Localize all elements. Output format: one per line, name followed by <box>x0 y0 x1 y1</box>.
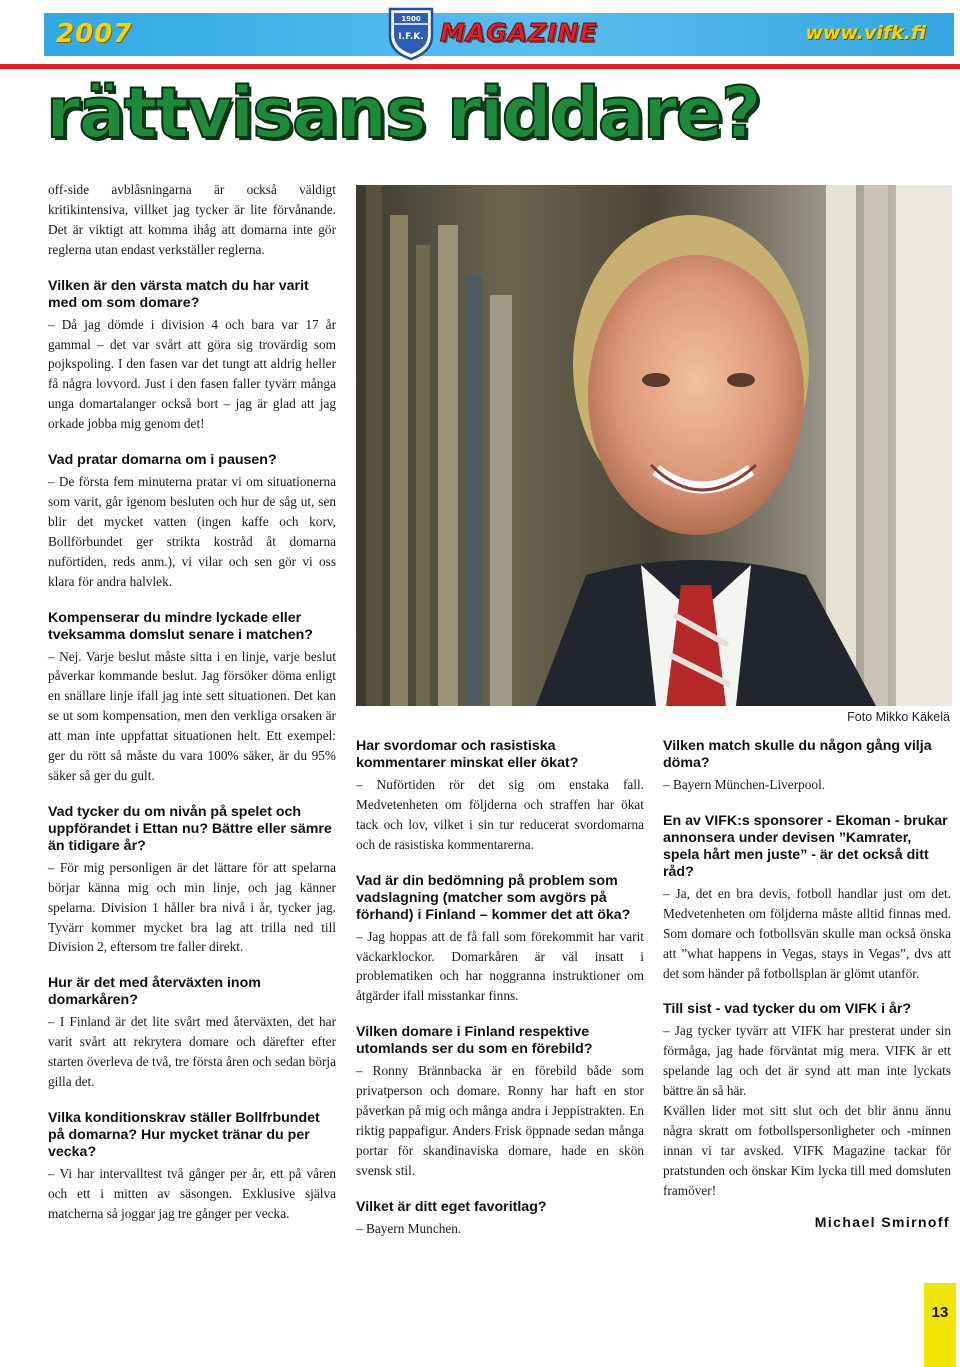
answer-paragraph: – Ronny Brännbacka är en förebild både som privatperson och domare. Ronny har haft en stor påverkan på mig och många andra i Jeppistrakten. En riktig pappafigur. Anders Frisk öppnade sedan många portar för skandinaviska domare, hade en skön svensk stil. <box>356 1063 644 1178</box>
question-heading: Vad är din bedömning på problem som vadslagning (matcher som avgörs på förhand) i Finland – kommer det att öka? <box>356 872 631 923</box>
question-heading: Har svordomar och rasistiska kommentarer minskat eller ökat? <box>356 738 579 771</box>
club-crest-logo <box>387 6 435 61</box>
answer-paragraph: – De första fem minuterna pratar vi om situationerna som varit, går igenom besluten och hur de såg ut, sen blir det mycket vatten (ingen kaffe och korv, Bollförbundet ger strikta kostråd åt domarna nuförtiden, reds anm.), vi vilar och sen gör vi oss klara för andra halvlek. <box>48 474 336 589</box>
question-heading: Vad pratar domarna om i pausen? <box>48 452 277 469</box>
answer-paragraph: – Bayern München-Liverpool. <box>663 777 826 792</box>
author-byline: Michael Smirnoff <box>814 1214 950 1230</box>
question-heading: Till sist - vad tycker du om VIFK i år? <box>663 1001 912 1018</box>
question-heading: Kompenserar du mindre lyckade eller tveksamma domslut senare i matchen? <box>48 609 313 643</box>
question-heading: Vilken är den värsta match du har varit med om som domare? <box>48 277 309 311</box>
question-heading: Vad tycker du om nivån på spelet och uppförandet i Ettan nu? Bättre eller sämre än tidigare år? <box>48 803 332 854</box>
answer-paragraph: – Då jag dömde i division 4 och bara var 17 år gammal – det var svårt att göra sig trovärdig som pojkspoling. I den fasen var det tungt att aldrig heller få några lovvord. Just i den fasen faller tyvärr många unga domartalanger också bort – jag är glad att jag orkade jobba mig genom det! <box>48 316 336 432</box>
photo-credit: Foto Mikko Käkelä <box>847 710 950 724</box>
answer-paragraph: – Nej. Varje beslut måste sitta i en linje, varje beslut påverkar kommande beslut. Jag försöker döma enligt en snällare linje ifall jag inte sett situationen. Det kan se ut som kompensation, men den verkliga orsaken är att man inte uppfattat situationen helt. Ett exempel: ger du rött så måste du vara 100% säker, är du 95% säker så ger du gult. <box>48 648 336 783</box>
headline: rättvisans riddare? <box>46 72 760 154</box>
portrait-photo <box>356 185 952 706</box>
question-heading: Vilka konditionskrav ställer Bollfrbundet på domarna? Hur mycket tränar du per vecka? <box>48 1110 320 1160</box>
article-column-1 <box>48 180 336 1224</box>
question-heading: En av VIFK:s sponsorer - Ekoman - brukar annonsera under devisen ”Kamrater, spela hårt men juste” - är det också ditt råd? <box>663 812 948 880</box>
question-heading: Vilket är ditt eget favoritlag? <box>356 1198 547 1215</box>
page-number: 13 <box>931 1304 949 1321</box>
question-heading: Hur är det med återväxten inom domarkåren? <box>48 975 261 1009</box>
answer-paragraph: – Nuförtiden rör det sig om enstaka fall. Medvetenheten om följderna och straffen har ökat tack och lov, vilket i sin tur reducerat svordomarna och de rasistiska kommentarerna. <box>356 777 644 852</box>
answer-paragraph: – För mig personligen är det lättare för att spelarna börjar känna mig och min linje, och jag känner spelarna. Division 1 håller bra nivå i år, tycker jag. Tyvärr kommer mycket bra lag att trilla ned till Division 2, eftersom tre faller direkt. <box>48 859 336 955</box>
page-number-box <box>924 1283 956 1367</box>
logo-letters: I.F.K. <box>398 32 424 42</box>
logo-year: 1900 <box>401 15 421 23</box>
answer-paragraph: Kvällen lider mot sitt slut och det blir ännu ännu några skratt om fotbollspersonligheter och -minnen innan vi tar avsked. VIFK Magazine tackar för pratstunden och önskar Kim lycka till med domsluten framöver! <box>663 1103 951 1198</box>
header-stripe <box>0 64 960 69</box>
issue-year: 2007 <box>56 19 133 49</box>
answer-paragraph: off-side avblåsningarna är också väldigt kritikintensiva, villket jag tycker är lite förvånande. Det är viktigt att komma ihåg att domarna inte gör reglerna utan endast verkställer reglerna. <box>48 182 336 257</box>
answer-paragraph: – I Finland är det lite svårt med återväxten, det har varit svårt att rekrytera domare och därefter efter starten överleva de två, tre första åren och sedan börja gilla det. <box>48 1014 336 1090</box>
answer-paragraph: – Jag tycker tyvärr att VIFK har presterat under sin förmåga, jag hade förväntat mig mera. VIFK är ett spelande lag och det är synd att man inte lyckats bättre än så här. <box>663 1023 951 1099</box>
magazine-wordmark: MAGAZINE <box>440 18 598 47</box>
answer-paragraph: – Vi har intervalltest två gånger per år, ett på våren och ett i mitten av säsongen. Exklusive själva matcherna så joggar jag tre gånger per vecka. <box>48 1166 336 1221</box>
answer-paragraph: – Jag hoppas att de få fall som förekommit har varit väckarklockor. Domarkåren är väl insatt i problematiken och har noggranna instruktioner om åtgärder ifall misstankar finns. <box>356 928 644 1004</box>
article-column-2 <box>356 738 644 1239</box>
question-heading: Vilken domare i Finland respektive utomlands ser du som en förebild? <box>356 1024 593 1058</box>
website-url: www.vifk.fi <box>805 22 926 44</box>
question-heading: Vilken match skulle du någon gång vilja döma? <box>663 738 932 771</box>
answer-paragraph: – Ja, det en bra devis, fotboll handlar just om det. Medvetenheten om följderna måste alltid finnas med. Som domare och fotbollsvän skulle man också önska att ”what happens in Vegas, stays in Vegas”, dvs att det som händer på fotbollsplan är glömt utanför. <box>663 885 951 981</box>
article-column-3 <box>663 738 951 1201</box>
answer-paragraph: – Bayern Munchen. <box>356 1220 462 1236</box>
